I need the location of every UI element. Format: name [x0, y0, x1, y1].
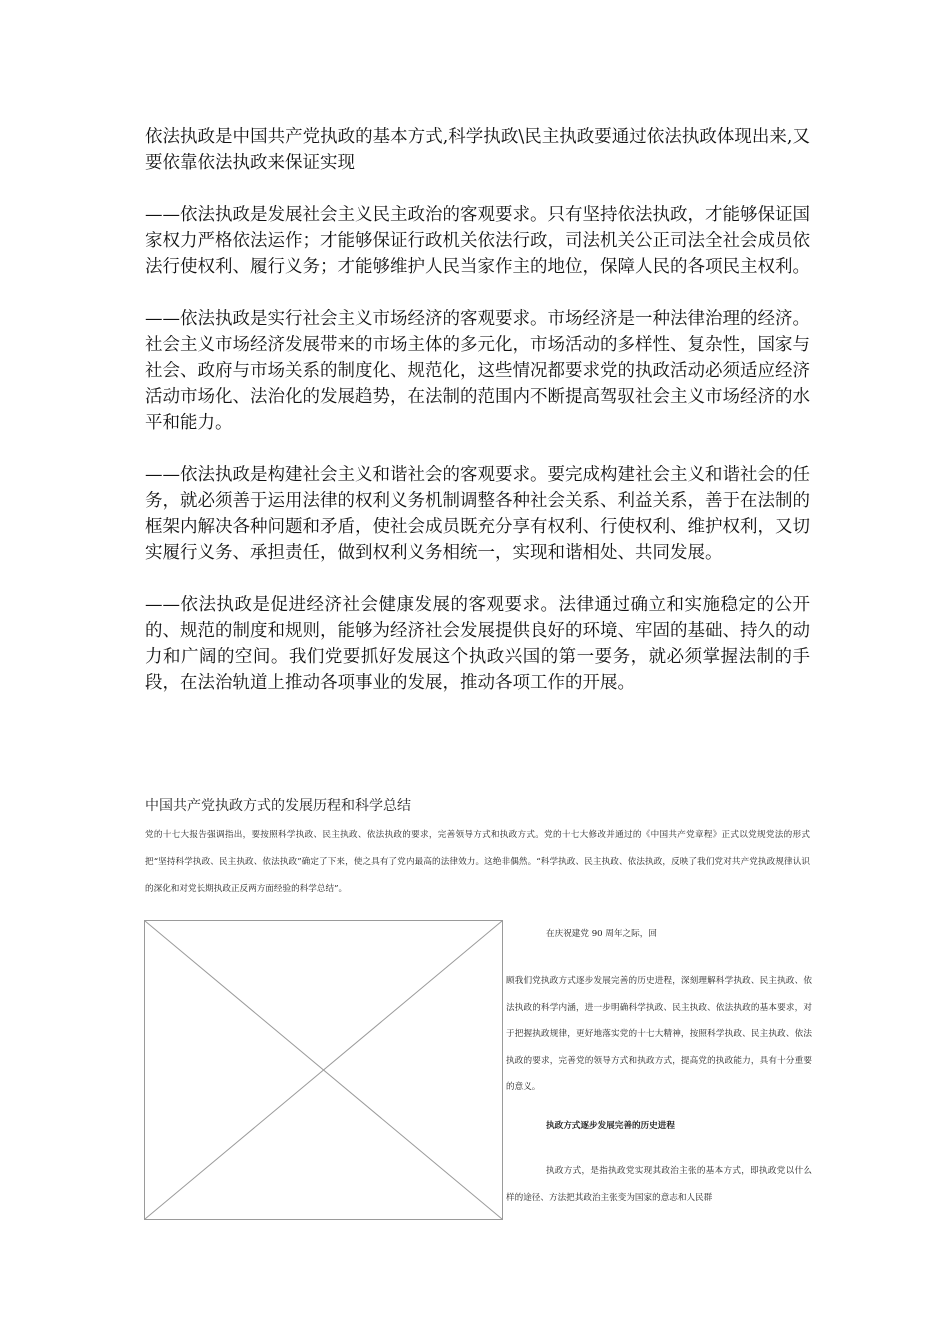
body-paragraph-harmonious-society: ——依法执政是构建社会主义和谐社会的客观要求。要完成构建社会主义和谐社会的任务，就必须善于运用法律的权利义务机制调整各种社会关系、利益关系，善于在法制的框架内解决各种问题和矛盾，使社会成员既充分享有权利、行使权利、维护权利，又切实履行义务、承担责任，做到权利义务相统一，实现和谐相处、共同发展。	[145, 465, 810, 563]
image-placeholder	[144, 920, 503, 1220]
image-placeholder-cross	[145, 921, 502, 1219]
body-paragraph-development: ——依法执政是促进经济社会健康发展的客观要求。法律通过确立和实施稳定的公开的、规范的制度和规则，能够为经济社会发展提供良好的环境、牢固的基础、持久的动力和广阔的空间。我们党要抓好发展这个执政兴国的第一要务，就必须掌握法制的手段，在法治轨道上推动各项事业的发展，推动各项工作的开展。	[145, 595, 810, 693]
side-column-subheading: 执政方式逐步发展完善的历史进程	[546, 1121, 675, 1131]
side-column-first-line: 在庆祝建党 90 周年之际，回	[546, 929, 657, 939]
body-paragraph-democracy: ——依法执政是发展社会主义民主政治的客观要求。只有坚持依法执政，才能够保证国家权力严格依法运作；才能够保证行政机关依法行政，司法机关公正司法全社会成员依法行使权利、履行义务；才能够维护人民当家作主的地位，保障人民的各项民主权利。	[145, 205, 810, 277]
intro-paragraph: 党的十七大报告强调指出，要按照科学执政、民主执政、依法执政的要求，完善领导方式和执政方式。党的十七大修改并通过的《中国共产党章程》正式以党规党法的形式把“坚持科学执政、民主执政、依法执政”确定了下来，使之具有了党内最高的法律效力。这绝非偶然。“科学执政、民主执政、依法执政，反映了我们党对共产党执政规律认识的深化和对党长期执政正反两方面经验的科学总结”。	[145, 830, 810, 894]
heading-paragraph: 依法执政是中国共产党执政的基本方式,科学执政\民主执政要通过依法执政体现出来,又要依靠依法执政来保证实现	[145, 127, 810, 173]
main-text-block	[145, 124, 810, 722]
side-column-paragraph: 顾我们党执政方式逐步发展完善的历史进程，深刻理解科学执政、民主执政、依法执政的科学内涵，进一步明确科学执政、民主执政、依法执政的基本要求，对于把握执政规律，更好地落实党的十七大精神，按照科学执政、民主执政、依法执政的要求，完善党的领导方式和执政方式，提高党的执政能力，具有十分重要的意义。	[506, 976, 812, 1092]
side-column-paragraph-2: 执政方式，是指执政党实现其政治主张的基本方式，即执政党以什么样的途径、方法把其政治主张变为国家的意志和人民群	[506, 1166, 812, 1203]
section-title: 中国共产党执政方式的发展历程和科学总结	[145, 798, 411, 814]
body-paragraph-market-economy: ——依法执政是实行社会主义市场经济的客观要求。市场经济是一种法律治理的经济。社会主义市场经济发展带来的市场主体的多元化，市场活动的多样性、复杂性，国家与社会、政府与市场关系的制度化、规范化，这些情况都要求党的执政活动必须适应经济活动市场化、法治化的发展趋势，在法制的范围内不断提高驾驭社会主义市场经济的水平和能力。	[145, 309, 810, 433]
